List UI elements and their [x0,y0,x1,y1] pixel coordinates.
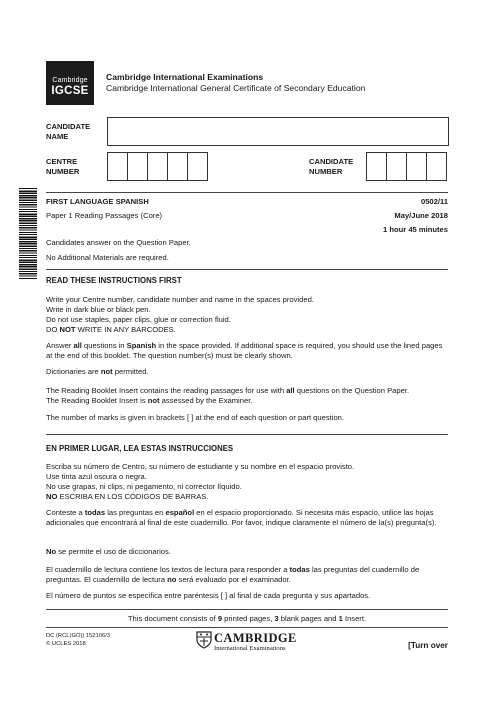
candidate-name-field[interactable] [107,117,449,146]
candidate-number-field[interactable] [366,152,447,181]
divider [46,627,448,628]
instructions-heading-es: EN PRIMER LUGAR, LEA ESTAS INSTRUCCIONES [46,444,234,453]
centre-number-cell[interactable] [168,153,188,180]
turn-over-note: [Turn over [408,641,448,650]
centre-number-label: CENTRE NUMBER [46,157,80,176]
page-count-note: This document consists of 9 printed pages, 3 blank pages and 1 Insert. [127,614,367,623]
instruction-line: Escriba su número de Centro, su número de estudiante y su nombre en el espacio provisto. [46,462,355,471]
materials-note-1: Candidates answer on the Question Paper. [46,238,191,247]
instructions-heading-en: READ THESE INSTRUCTIONS FIRST [46,276,182,285]
copyright-notice: © UCLES 2018 [46,640,86,647]
crest-icon [196,631,212,649]
centre-number-cell[interactable] [108,153,128,180]
centre-number-cell[interactable] [128,153,148,180]
candidate-name-label: CANDIDATE NAME [46,122,91,141]
centre-number-cell[interactable] [148,153,168,180]
paper-title: Paper 1 Reading Passages (Core) [46,211,163,220]
cambridge-wordmark: CAMBRIDGE [214,631,297,645]
divider [46,609,448,610]
instruction-line: No use grapas, ni clips, ni pegamento, ni corrector líquido. [46,482,242,491]
instructions-en-block-3: Dictionaries are not permitted. [46,367,149,376]
instructions-es-block-4: El cuadernillo de lectura contiene los textos de lectura para responder a todas las preguntas del cuadernillo de preguntas. El cuadernillo de lectura no será evaluado por el examinador. [46,565,420,584]
candidate-number-cell[interactable] [387,153,407,180]
instruction-line: Use tinta azul oscura o negra. [46,472,147,481]
instructions-en-block-4 [46,386,448,406]
exam-session: May/June 2018 [394,211,448,220]
subject-title: FIRST LANGUAGE SPANISH [46,197,149,206]
cambridge-subtitle: International Examinations [214,645,286,652]
instructions-en-block-5: The number of marks is given in brackets [ ] at the end of each question or part question. [46,413,345,422]
certificate-title: Cambridge International General Certificate of Secondary Education [106,83,366,93]
candidate-number-label: CANDIDATE NUMBER [309,157,354,176]
instruction-line: NO ESCRIBA EN LOS CÓDIGOS DE BARRAS. [46,492,209,501]
cambridge-igcse-logo [46,61,94,105]
barcode [19,188,37,280]
instructions-en-block-1 [46,295,448,335]
instruction-line: DO NOT WRITE IN ANY BARCODES. [46,325,176,334]
instructions-en-block-2: Answer all questions in Spanish in the space provided. If additional space is required, you should use the lined pages at the end of this booklet. The question number(s) must be clearly shown. [46,341,443,360]
paper-code: 0502/11 [420,197,448,206]
instructions-es-block-1 [46,462,448,502]
instructions-es-block-2: Conteste a todas las preguntas en español en el espacio proporcionado. Si necesita más espacio, utilice las hojas adicionales que encontrará al final de este cuadernillo. Por favor, indique claramente el número de la(s) pregunta(s). [46,508,437,527]
instruction-line: The Reading Booklet Insert contains the reading passages for use with all questions on the Question Paper. [46,386,410,395]
instruction-line: Write in dark blue or black pen. [46,305,151,314]
instruction-line: Do not use staples, paper clips, glue or correction fluid. [46,315,231,324]
divider [46,434,448,435]
instructions-es-block-5: El número de puntos se especifica entre paréntesis [ ] al final de cada pregunta y sus apartados. [46,591,371,600]
candidate-number-cell[interactable] [427,153,446,180]
candidate-number-cell[interactable] [407,153,427,180]
centre-number-cell[interactable] [188,153,207,180]
reference-code: DC (RCL(GO)) 152106/3 [46,633,111,639]
logo-line1: Cambridge [52,77,88,84]
exam-duration: 1 hour 45 minutes [383,225,448,234]
candidate-number-cell[interactable] [367,153,387,180]
divider [46,192,448,193]
instruction-line: The Reading Booklet Insert is not assessed by the Examiner. [46,396,253,405]
centre-number-field[interactable] [107,152,208,181]
instructions-es-block-3: No se permite el uso de diccionarios. [46,547,171,556]
logo-line2: IGCSE [51,85,89,97]
materials-note-2: No Additional Materials are required. [46,253,169,262]
exam-board: Cambridge International Examinations [106,72,264,82]
instruction-line: Write your Centre number, candidate number and name in the spaces provided. [46,295,314,304]
divider [46,269,448,270]
document-reference [46,633,110,648]
